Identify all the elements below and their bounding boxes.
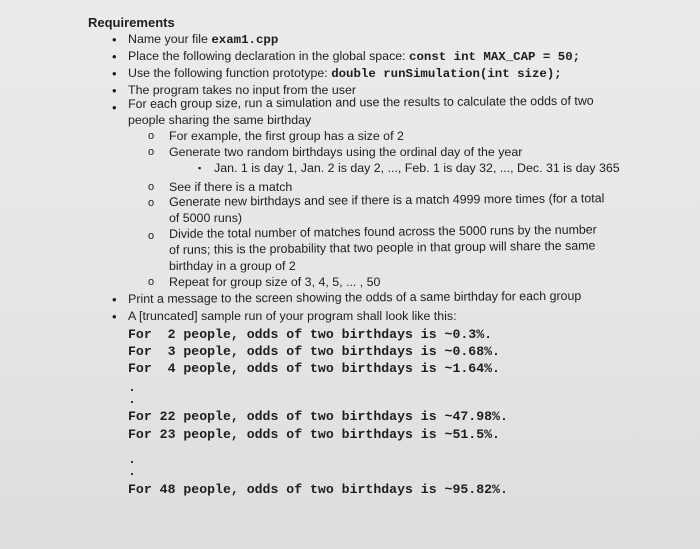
code-filename: exam1.cpp: [211, 33, 279, 47]
sub-match: See if there is a match: [169, 180, 293, 194]
code-declaration: const int MAX_CAP = 50;: [409, 50, 581, 64]
bullet-marker: •: [112, 100, 117, 115]
bullet-sample-run: A [truncated] sample run of your program shall look like this:: [128, 309, 457, 323]
ellipsis-dot: .: [128, 452, 136, 467]
sample-output-line: For 48 people, odds of two birthdays is ~95.82%.: [128, 482, 508, 497]
code-prototype: double runSimulation(int size);: [331, 67, 562, 81]
bullet-marker: •: [112, 292, 117, 307]
bullet-text: Name your file: [128, 32, 212, 46]
bullet-text: Use the following function prototype:: [128, 66, 332, 80]
bullet-text: Place the following declaration in the global space:: [128, 49, 410, 63]
sub-bullet-marker: o: [148, 197, 155, 209]
ellipsis-dot: .: [128, 464, 136, 479]
bullet-simulation-line1: For each group size, run a simulation and use the results to calculate the odds of two: [128, 93, 594, 111]
sub-divide-line3: birthday in a group of 2: [169, 259, 296, 273]
sub-sub-ordinal: Jan. 1 is day 1, Jan. 2 is day 2, ..., Feb. 1 is day 32, ..., Dec. 31 is day 365: [214, 161, 620, 175]
ellipsis-dot: .: [128, 392, 136, 407]
bullet-marker: •: [112, 66, 117, 81]
bullet-file-name: [128, 32, 278, 48]
requirements-heading: Requirements: [88, 15, 175, 30]
sub-repeat-line2: of 5000 runs): [169, 211, 243, 225]
sample-output-line: For 3 people, odds of two birthdays is ~0.68%.: [128, 344, 500, 359]
bullet-simulation-line2: people sharing the same birthday: [128, 113, 312, 127]
sample-output-line: For 2 people, odds of two birthdays is ~0.3%.: [128, 327, 493, 342]
sample-output-line: For 23 people, odds of two birthdays is ~51.5%.: [128, 427, 500, 442]
sub-example: For example, the first group has a size of 2: [169, 129, 404, 143]
sample-output-line: For 22 people, odds of two birthdays is ~47.98%.: [128, 409, 508, 424]
sample-output-line: For 4 people, odds of two birthdays is ~1.64%.: [128, 361, 500, 376]
sub-repeat-line1: Generate new birthdays and see if there is a match 4999 more times (for a total: [169, 191, 605, 209]
bullet-declaration: [128, 49, 580, 65]
bullet-prototype: [128, 66, 562, 82]
sub-divide-line2: of runs; this is the probability that two people in that group will share the same: [169, 238, 596, 257]
sub-repeat-sizes: Repeat for group size of 3, 4, 5, ... , 50: [169, 275, 381, 289]
bullet-marker: •: [112, 309, 117, 324]
sub-bullet-marker: o: [148, 181, 155, 193]
sub-divide-line1: Divide the total number of matches found across the 5000 runs by the number: [169, 222, 597, 241]
bullet-marker: •: [112, 49, 117, 64]
bullet-no-input: The program takes no input from the user: [128, 83, 356, 97]
sub-bullet-marker: o: [148, 276, 155, 288]
sub-bullet-marker: o: [148, 146, 155, 158]
ellipsis-dot: .: [128, 380, 136, 395]
bullet-print-message: Print a message to the screen showing the odds of a same birthday for each group: [128, 288, 582, 306]
bullet-marker: •: [112, 83, 117, 98]
sub-bullet-marker: o: [148, 230, 155, 242]
sub-bullet-marker: o: [148, 130, 155, 142]
bullet-marker: •: [112, 32, 117, 47]
sub-generate: Generate two random birthdays using the ordinal day of the year: [169, 145, 523, 159]
sub-sub-bullet-marker: ▪: [198, 163, 202, 173]
